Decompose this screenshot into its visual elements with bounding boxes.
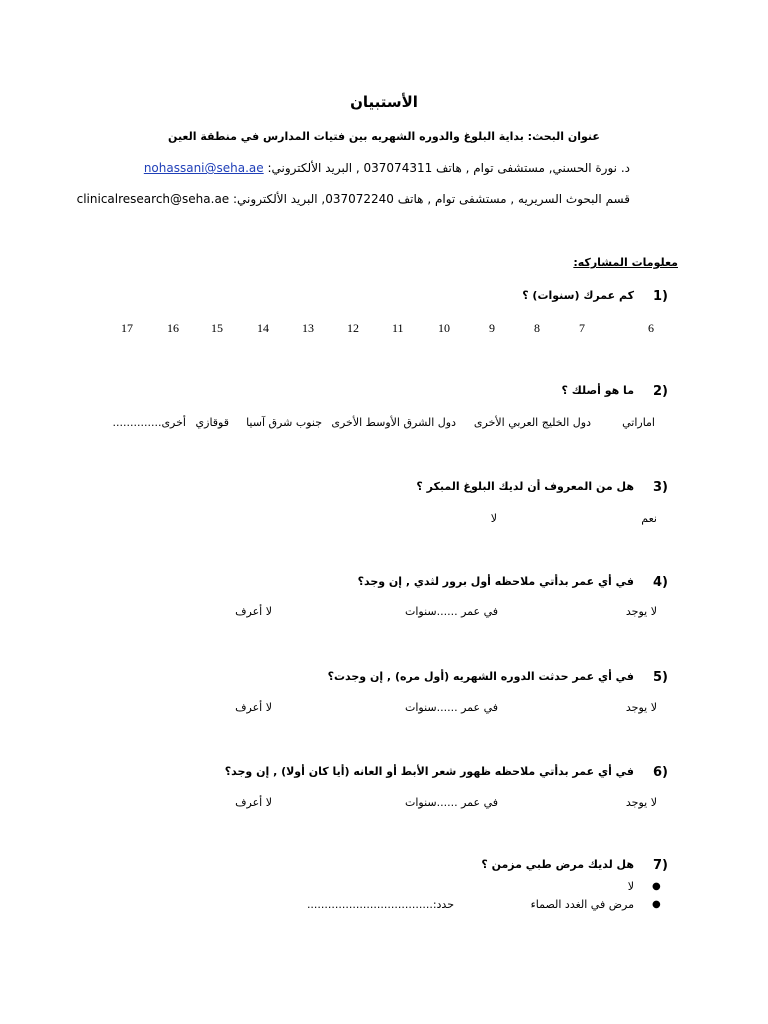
q1-number: 1) (653, 289, 668, 304)
contact-2-email: clinicalresearch@seha.ae (76, 192, 230, 206)
q2-text: ما هو أصلك ؟ (561, 384, 634, 397)
q6-option-unknown[interactable]: لا أعرف (235, 796, 272, 809)
q4-option-unknown[interactable]: لا أعرف (235, 605, 272, 618)
q6-option-none[interactable]: لا يوجد (625, 796, 657, 809)
q6-option-age[interactable]: في عمر ......سنوات (404, 796, 498, 809)
research-title: عنوان البحث: بداية البلوغ والدوره الشهريه بين فتيات المدارس في منطقة العين (168, 130, 600, 143)
q4-text: في أي عمر بدأتي ملاحظه أول برور لثدي , إن وجد؟ (357, 575, 634, 588)
q1-option-8[interactable]: 8 (534, 321, 540, 335)
q4-option-none[interactable]: لا يوجد (625, 605, 657, 618)
participant-info-heading: معلومات المشاركه: (573, 256, 678, 269)
q2-option-emirati[interactable]: اماراتي (622, 416, 655, 429)
q3-number: 3) (653, 480, 668, 495)
q3-text: هل من المعروف أن لديك البلوغ المبكر ؟ (416, 480, 634, 493)
q1-option-7[interactable]: 7 (579, 321, 585, 335)
contact-line-2 (77, 192, 630, 206)
q1-option-14[interactable]: 14 (257, 321, 269, 335)
q4-number: 4) (653, 575, 668, 590)
q1-option-13[interactable]: 13 (302, 321, 314, 335)
q1-option-10[interactable]: 10 (438, 321, 450, 335)
q1-option-17[interactable]: 17 (121, 321, 133, 335)
contact-line-1 (144, 161, 630, 175)
q1-option-15[interactable]: 15 (211, 321, 223, 335)
q3-option-no[interactable]: لا (490, 512, 497, 525)
contact-2-text: قسم البحوث السريريه , مستشفى توام , هاتف 037072240, البريد الألكتروني: (233, 192, 630, 206)
q5-option-none[interactable]: لا يوجد (625, 701, 657, 714)
q2-option-other[interactable]: أخرى.............. (112, 416, 186, 429)
q7-option-no[interactable]: لا (627, 880, 634, 893)
q5-text: في أي عمر حدثت الدوره الشهريه (أول مره) , إن وجدت؟ (327, 670, 634, 683)
q3-option-yes[interactable]: نعم (641, 512, 657, 525)
q1-option-6[interactable]: 6 (648, 321, 654, 335)
q1-text: كم عمرك (سنوات) ؟ (522, 289, 634, 302)
q7-bullet-1: ● (652, 881, 661, 892)
page-title: الأستبيان (350, 93, 418, 111)
q7-specify-field[interactable]: حدد:.................................... (306, 898, 454, 911)
q7-text: هل لديك مرض طبي مزمن ؟ (481, 858, 634, 871)
q5-number: 5) (653, 670, 668, 685)
q6-number: 6) (653, 765, 668, 780)
q2-option-middle-east[interactable]: دول الشرق الأوسط الأخرى (331, 416, 456, 429)
q1-option-11[interactable]: 11 (392, 321, 404, 335)
q7-bullet-2: ● (652, 899, 661, 910)
q2-option-southeast-asia[interactable]: جنوب شرق آسيا (246, 416, 322, 429)
q5-option-unknown[interactable]: لا أعرف (235, 701, 272, 714)
q6-text: في أي عمر بدأتي ملاحظه ظهور شعر الأبط أو العانه (أيا كان أولا) , إن وجد؟ (224, 765, 634, 778)
q4-option-age[interactable]: في عمر ......سنوات (404, 605, 498, 618)
q5-option-age[interactable]: في عمر ......سنوات (404, 701, 498, 714)
q2-option-caucasian[interactable]: قوقازي (195, 416, 229, 429)
q7-option-endocrine[interactable]: مرض في الغدد الصماء (530, 898, 634, 911)
q1-option-12[interactable]: 12 (347, 321, 359, 335)
contact-1-email-link[interactable]: nohassani@seha.ae (143, 161, 264, 175)
q1-option-9[interactable]: 9 (489, 321, 495, 335)
q1-option-16[interactable]: 16 (167, 321, 179, 335)
q7-number: 7) (653, 858, 668, 873)
q2-option-gcc[interactable]: دول الخليج العربي الأخرى (473, 416, 591, 429)
contact-1-text: د. نورة الحسني, مستشفى توام , هاتف 037074311 , البريد الألكتروني: (267, 161, 630, 175)
q2-number: 2) (653, 384, 668, 399)
